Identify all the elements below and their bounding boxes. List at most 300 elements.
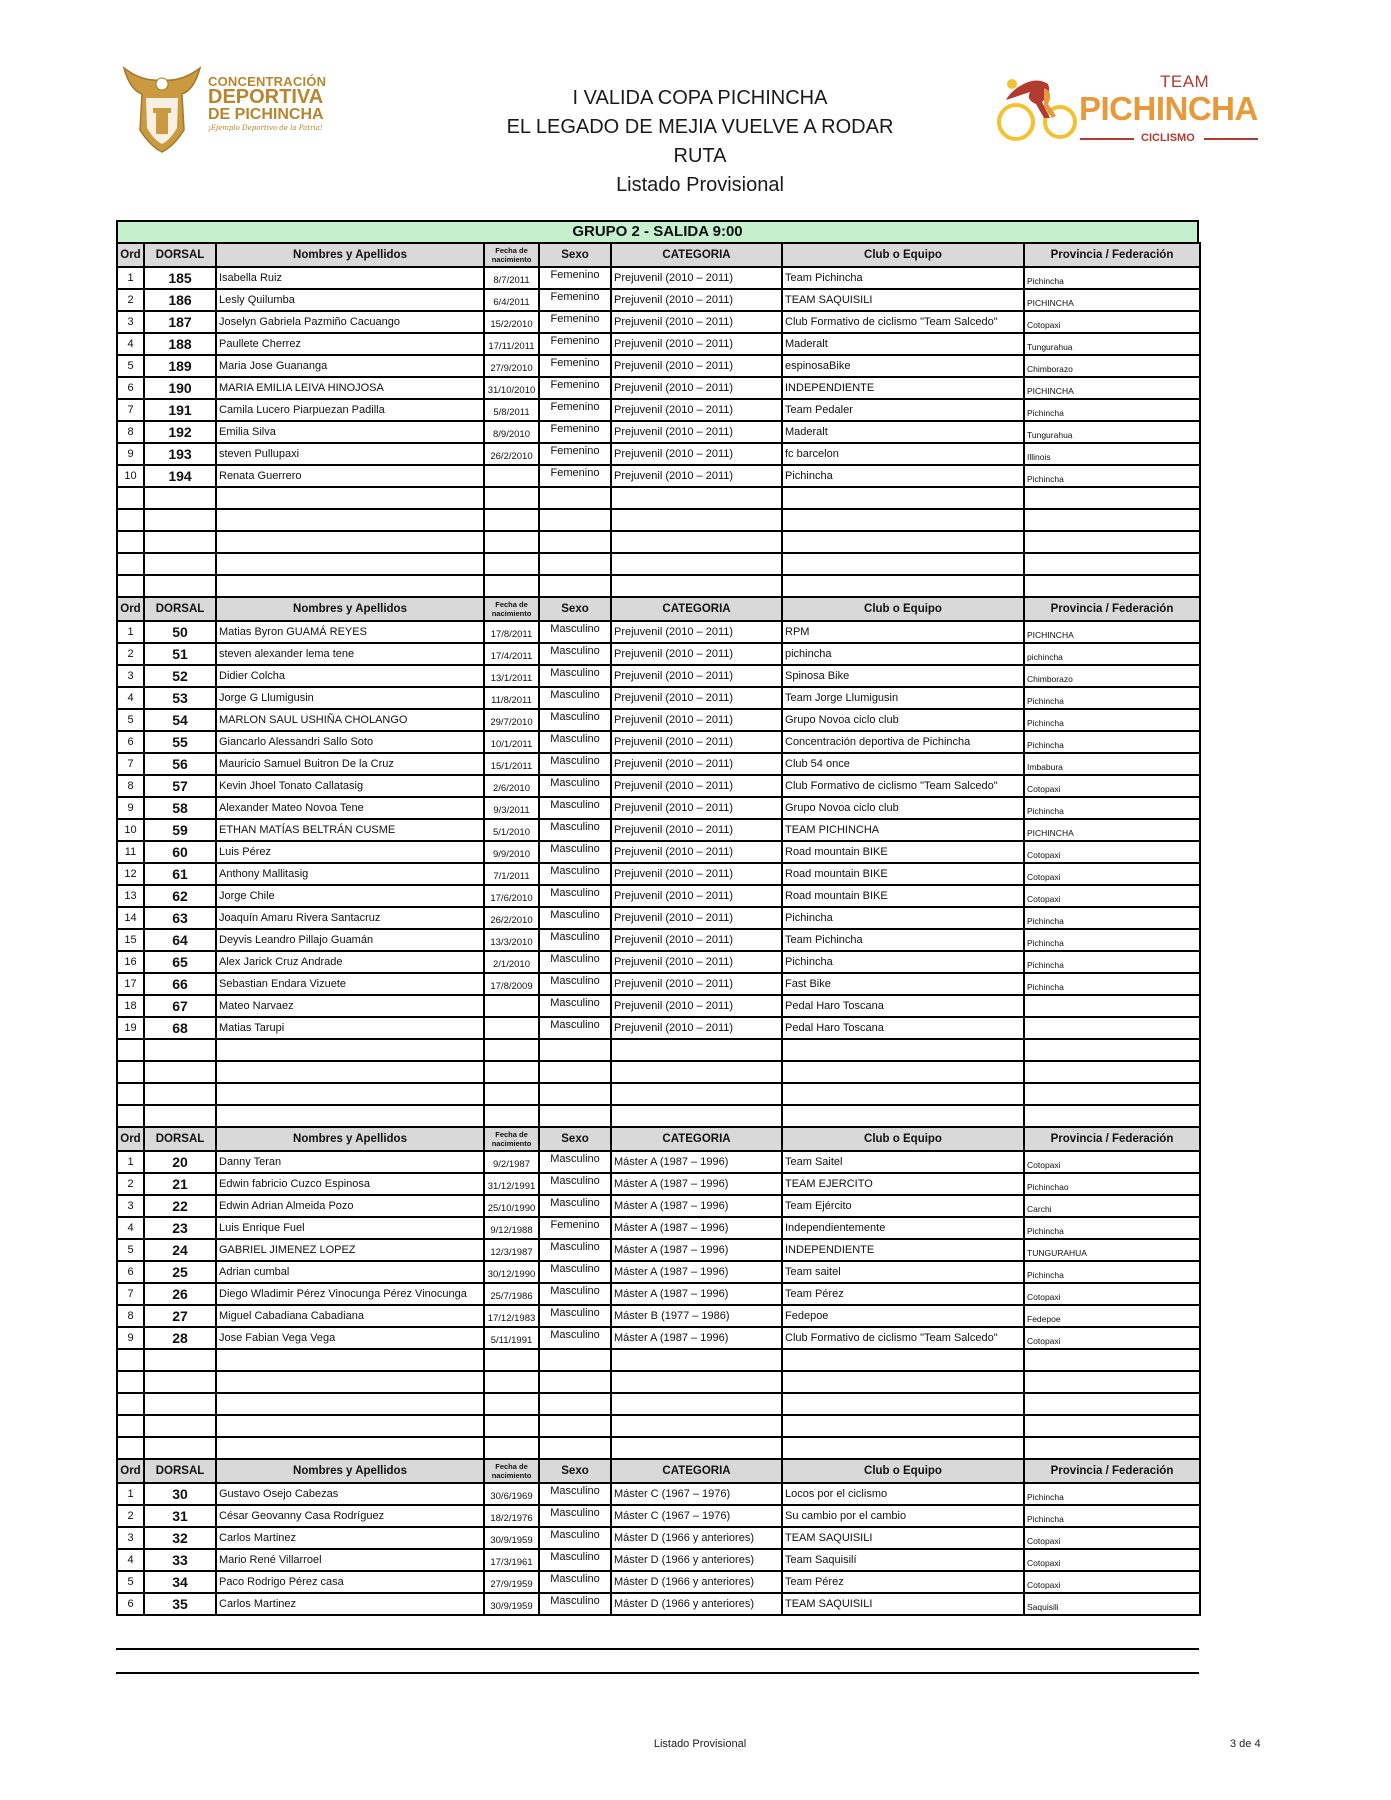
table-row: [117, 1527, 1200, 1549]
empty-cell: [611, 1415, 782, 1437]
empty-cell: [539, 1105, 611, 1127]
ord-cell: 4: [117, 1217, 144, 1239]
logo-left-line3: DE PICHINCHA: [208, 106, 324, 124]
category-cell: Máster D (1966 y anteriores): [611, 1527, 782, 1549]
empty-cell: [611, 1061, 782, 1083]
logo-right-divider-left: [1080, 138, 1134, 140]
empty-cell: [117, 1105, 144, 1127]
dorsal-cell: 26: [144, 1283, 216, 1305]
logo-left-tagline: ¡Ejemplo Deportivo de la Patria!: [208, 123, 323, 132]
category-cell: Prejuvenil (2010 – 2011): [611, 951, 782, 973]
name-cell: Sebastian Endara Vizuete: [216, 973, 484, 995]
empty-cell: [484, 1393, 539, 1415]
empty-cell: [1024, 1415, 1200, 1437]
birthdate-cell: 2/1/2010: [484, 951, 539, 973]
category-cell: Prejuvenil (2010 – 2011): [611, 443, 782, 465]
sex-cell: Masculino: [539, 1549, 611, 1571]
empty-cell: [539, 509, 611, 531]
empty-cell: [1024, 487, 1200, 509]
club-cell: Club Formativo de ciclismo "Team Salcedo": [782, 1327, 1024, 1349]
dorsal-cell: 33: [144, 1549, 216, 1571]
club-cell: INDEPENDIENTE: [782, 1239, 1024, 1261]
category-cell: Prejuvenil (2010 – 2011): [611, 465, 782, 487]
name-cell: Maria Jose Guananga: [216, 355, 484, 377]
table-row: [117, 753, 1200, 775]
province-cell: Pichincha: [1024, 1505, 1200, 1527]
name-cell: Isabella Ruiz: [216, 267, 484, 289]
category-cell: Máster D (1966 y anteriores): [611, 1571, 782, 1593]
empty-cell: [611, 575, 782, 597]
category-cell: Prejuvenil (2010 – 2011): [611, 907, 782, 929]
table-row: [117, 1593, 1200, 1615]
empty-row: [117, 1105, 1200, 1127]
logo-left-line1: CONCENTRACIÓN: [208, 74, 327, 89]
empty-cell: [611, 531, 782, 553]
empty-cell: [611, 1371, 782, 1393]
category-cell: Máster B (1977 – 1986): [611, 1305, 782, 1327]
name-cell: MARLON SAUL USHIÑA CHOLANGO: [216, 709, 484, 731]
sex-cell: Masculino: [539, 1283, 611, 1305]
table-row: [117, 731, 1200, 753]
header-club: Club o Equipo: [782, 1459, 1024, 1483]
ord-cell: 1: [117, 267, 144, 289]
logo-right-team: TEAM: [1160, 72, 1210, 91]
birthdate-cell: 30/6/1969: [484, 1483, 539, 1505]
name-cell: Carlos Martinez: [216, 1593, 484, 1615]
sex-cell: Masculino: [539, 731, 611, 753]
category-cell: Prejuvenil (2010 – 2011): [611, 311, 782, 333]
ord-cell: 5: [117, 1571, 144, 1593]
province-cell: Pichincha: [1024, 709, 1200, 731]
club-cell: Team Pérez: [782, 1571, 1024, 1593]
club-cell: Concentración deportiva de Pichincha: [782, 731, 1024, 753]
header-birthdate: Fecha de nacimiento: [484, 1127, 539, 1151]
header-club: Club o Equipo: [782, 243, 1024, 267]
name-cell: steven alexander lema tene: [216, 643, 484, 665]
province-cell: Cotopaxi: [1024, 841, 1200, 863]
name-cell: Alex Jarick Cruz Andrade: [216, 951, 484, 973]
ord-cell: 16: [117, 951, 144, 973]
sex-cell: Masculino: [539, 797, 611, 819]
club-cell: Team Pérez: [782, 1283, 1024, 1305]
empty-cell: [144, 1415, 216, 1437]
page-number: 3 de 4: [1230, 1738, 1261, 1750]
ord-cell: 5: [117, 709, 144, 731]
sex-cell: Masculino: [539, 929, 611, 951]
sex-cell: Masculino: [539, 1593, 611, 1615]
province-cell: [1024, 995, 1200, 1017]
table-row: [117, 289, 1200, 311]
club-cell: Locos por el ciclismo: [782, 1483, 1024, 1505]
table-row: [117, 863, 1200, 885]
club-cell: Team Pichincha: [782, 267, 1024, 289]
name-cell: Luis Pérez: [216, 841, 484, 863]
dorsal-cell: 62: [144, 885, 216, 907]
birthdate-cell: [484, 465, 539, 487]
empty-cell: [144, 553, 216, 575]
name-cell: Carlos Martinez: [216, 1527, 484, 1549]
category-cell: Prejuvenil (2010 – 2011): [611, 665, 782, 687]
dorsal-cell: 188: [144, 333, 216, 355]
divider-line: [116, 1672, 1199, 1674]
ord-cell: 4: [117, 1549, 144, 1571]
dorsal-cell: 194: [144, 465, 216, 487]
birthdate-cell: 6/4/2011: [484, 289, 539, 311]
province-cell: Saquisili: [1024, 1593, 1200, 1615]
sex-cell: Masculino: [539, 995, 611, 1017]
table-row: [117, 1261, 1200, 1283]
table-row: [117, 443, 1200, 465]
birthdate-cell: [484, 1017, 539, 1039]
header-sex: Sexo: [539, 243, 611, 267]
category-cell: Prejuvenil (2010 – 2011): [611, 797, 782, 819]
empty-cell: [117, 1083, 144, 1105]
province-cell: Cotopaxi: [1024, 885, 1200, 907]
empty-cell: [1024, 1349, 1200, 1371]
name-cell: Joaquín Amaru Rivera Santacruz: [216, 907, 484, 929]
club-cell: Team Saquisilí: [782, 1549, 1024, 1571]
dorsal-cell: 51: [144, 643, 216, 665]
column-header-row: [117, 1459, 1200, 1483]
empty-cell: [117, 1415, 144, 1437]
birthdate-cell: 9/2/1987: [484, 1151, 539, 1173]
dorsal-cell: 58: [144, 797, 216, 819]
sex-cell: Masculino: [539, 863, 611, 885]
empty-cell: [539, 553, 611, 575]
birthdate-cell: 27/9/1959: [484, 1571, 539, 1593]
sex-cell: Femenino: [539, 267, 611, 289]
category-cell: Prejuvenil (2010 – 2011): [611, 643, 782, 665]
name-cell: Mario René Villarroel: [216, 1549, 484, 1571]
club-cell: RPM: [782, 621, 1024, 643]
name-cell: steven Pullupaxi: [216, 443, 484, 465]
category-cell: Máster C (1967 – 1976): [611, 1505, 782, 1527]
club-cell: Pedal Haro Toscana: [782, 1017, 1024, 1039]
birthdate-cell: 29/7/2010: [484, 709, 539, 731]
category-cell: Máster A (1987 – 1996): [611, 1283, 782, 1305]
birthdate-cell: 17/3/1961: [484, 1549, 539, 1571]
club-cell: Team Jorge Llumigusin: [782, 687, 1024, 709]
empty-cell: [782, 487, 1024, 509]
empty-cell: [1024, 1371, 1200, 1393]
category-cell: Prejuvenil (2010 – 2011): [611, 929, 782, 951]
province-cell: Chimborazo: [1024, 355, 1200, 377]
table-row: [117, 643, 1200, 665]
empty-cell: [117, 553, 144, 575]
empty-cell: [144, 1039, 216, 1061]
ord-cell: 14: [117, 907, 144, 929]
header-dorsal: DORSAL: [144, 243, 216, 267]
empty-cell: [539, 1393, 611, 1415]
empty-cell: [117, 575, 144, 597]
club-cell: Pichincha: [782, 907, 1024, 929]
category-cell: Máster A (1987 – 1996): [611, 1151, 782, 1173]
empty-row: [117, 1415, 1200, 1437]
empty-cell: [782, 1061, 1024, 1083]
table-row: [117, 1239, 1200, 1261]
dorsal-cell: 20: [144, 1151, 216, 1173]
birthdate-cell: 2/6/2010: [484, 775, 539, 797]
empty-cell: [144, 487, 216, 509]
registration-sheet: [116, 220, 1199, 1616]
empty-cell: [782, 509, 1024, 531]
empty-cell: [144, 1061, 216, 1083]
birthdate-cell: 17/11/2011: [484, 333, 539, 355]
club-cell: TEAM SAQUISILI: [782, 289, 1024, 311]
birthdate-cell: 7/1/2011: [484, 863, 539, 885]
province-cell: Cotopaxi: [1024, 1549, 1200, 1571]
sex-cell: Masculino: [539, 709, 611, 731]
birthdate-cell: 17/8/2009: [484, 973, 539, 995]
dorsal-cell: 21: [144, 1173, 216, 1195]
province-cell: Cotopaxi: [1024, 311, 1200, 333]
ord-cell: 1: [117, 621, 144, 643]
header-category: CATEGORIA: [611, 243, 782, 267]
club-cell: TEAM SAQUISILI: [782, 1527, 1024, 1549]
header-name: Nombres y Apellidos: [216, 1459, 484, 1483]
empty-cell: [216, 1393, 484, 1415]
empty-cell: [216, 1349, 484, 1371]
empty-cell: [611, 509, 782, 531]
header-sex: Sexo: [539, 1459, 611, 1483]
sex-cell: Masculino: [539, 1505, 611, 1527]
province-cell: Chimborazo: [1024, 665, 1200, 687]
empty-cell: [1024, 1083, 1200, 1105]
empty-cell: [1024, 509, 1200, 531]
birthdate-cell: 8/7/2011: [484, 267, 539, 289]
table-row: [117, 267, 1200, 289]
header-dorsal: DORSAL: [144, 1127, 216, 1151]
name-cell: Alexander Mateo Novoa Tene: [216, 797, 484, 819]
sex-cell: Femenino: [539, 333, 611, 355]
birthdate-cell: [484, 995, 539, 1017]
name-cell: ETHAN MATÍAS BELTRÁN CUSME: [216, 819, 484, 841]
ord-cell: 19: [117, 1017, 144, 1039]
sex-cell: Masculino: [539, 621, 611, 643]
province-cell: Pichincha: [1024, 797, 1200, 819]
category-cell: Prejuvenil (2010 – 2011): [611, 267, 782, 289]
empty-cell: [611, 1437, 782, 1459]
table-row: [117, 1217, 1200, 1239]
ord-cell: 6: [117, 377, 144, 399]
empty-cell: [144, 1083, 216, 1105]
empty-row: [117, 1061, 1200, 1083]
dorsal-cell: 61: [144, 863, 216, 885]
empty-cell: [782, 553, 1024, 575]
birthdate-cell: 5/11/1991: [484, 1327, 539, 1349]
category-cell: Máster A (1987 – 1996): [611, 1239, 782, 1261]
table-row: [117, 355, 1200, 377]
empty-cell: [484, 509, 539, 531]
header-province: Provincia / Federación: [1024, 597, 1200, 621]
empty-cell: [782, 575, 1024, 597]
dorsal-cell: 193: [144, 443, 216, 465]
table-row: [117, 377, 1200, 399]
sex-cell: Masculino: [539, 907, 611, 929]
eagle-shield-icon: [122, 60, 202, 155]
empty-row: [117, 1371, 1200, 1393]
club-cell: Road mountain BIKE: [782, 863, 1024, 885]
header-club: Club o Equipo: [782, 1127, 1024, 1151]
header-birthdate: Fecha de nacimiento: [484, 1459, 539, 1483]
category-cell: Prejuvenil (2010 – 2011): [611, 841, 782, 863]
table-row: [117, 775, 1200, 797]
title-line-3: RUTA: [673, 145, 727, 167]
empty-cell: [216, 1437, 484, 1459]
ord-cell: 9: [117, 1327, 144, 1349]
sex-cell: Masculino: [539, 885, 611, 907]
table-row: [117, 621, 1200, 643]
sex-cell: Femenino: [539, 1217, 611, 1239]
province-cell: pichincha: [1024, 643, 1200, 665]
club-cell: INDEPENDIENTE: [782, 377, 1024, 399]
dorsal-cell: 30: [144, 1483, 216, 1505]
document-title: [480, 84, 920, 200]
province-cell: Cotopaxi: [1024, 775, 1200, 797]
cyclist-icon: [996, 74, 1078, 144]
title-line-4: Listado Provisional: [616, 174, 784, 196]
club-cell: pichincha: [782, 643, 1024, 665]
name-cell: Didier Colcha: [216, 665, 484, 687]
name-cell: Anthony Mallitasig: [216, 863, 484, 885]
ord-cell: 4: [117, 333, 144, 355]
dorsal-cell: 57: [144, 775, 216, 797]
empty-cell: [1024, 553, 1200, 575]
name-cell: Edwin fabricio Cuzco Espinosa: [216, 1173, 484, 1195]
name-cell: Lesly Quilumba: [216, 289, 484, 311]
category-cell: Prejuvenil (2010 – 2011): [611, 995, 782, 1017]
dorsal-cell: 31: [144, 1505, 216, 1527]
ord-cell: 8: [117, 421, 144, 443]
divider-line: [116, 1648, 1199, 1650]
header-sex: Sexo: [539, 597, 611, 621]
table-row: [117, 907, 1200, 929]
empty-cell: [782, 1105, 1024, 1127]
logo-right-divider-right: [1204, 138, 1258, 140]
province-cell: Carchi: [1024, 1195, 1200, 1217]
sex-cell: Masculino: [539, 1195, 611, 1217]
empty-cell: [782, 1437, 1024, 1459]
empty-cell: [117, 1371, 144, 1393]
name-cell: Kevin Jhoel Tonato Callatasig: [216, 775, 484, 797]
province-cell: Pichincha: [1024, 731, 1200, 753]
province-cell: PICHINCHA: [1024, 377, 1200, 399]
empty-row: [117, 531, 1200, 553]
table-row: [117, 951, 1200, 973]
column-header-row: [117, 1127, 1200, 1151]
province-cell: Pichincha: [1024, 267, 1200, 289]
sex-cell: Masculino: [539, 643, 611, 665]
empty-cell: [484, 1039, 539, 1061]
sex-cell: Masculino: [539, 1151, 611, 1173]
province-cell: Tungurahua: [1024, 333, 1200, 355]
province-cell: Cotopaxi: [1024, 1527, 1200, 1549]
name-cell: Luis Enrique Fuel: [216, 1217, 484, 1239]
empty-cell: [484, 487, 539, 509]
club-cell: Club 54 once: [782, 753, 1024, 775]
table-row: [117, 1305, 1200, 1327]
name-cell: Joselyn Gabriela Pazmiño Cacuango: [216, 311, 484, 333]
table-row: [117, 973, 1200, 995]
dorsal-cell: 63: [144, 907, 216, 929]
dorsal-cell: 191: [144, 399, 216, 421]
birthdate-cell: 30/12/1990: [484, 1261, 539, 1283]
ord-cell: 1: [117, 1483, 144, 1505]
table-row: [117, 1151, 1200, 1173]
empty-cell: [484, 575, 539, 597]
name-cell: Jose Fabian Vega Vega: [216, 1327, 484, 1349]
table-row: [117, 399, 1200, 421]
name-cell: Paullete Cherrez: [216, 333, 484, 355]
club-cell: Team Saitel: [782, 1151, 1024, 1173]
dorsal-cell: 35: [144, 1593, 216, 1615]
empty-cell: [144, 1393, 216, 1415]
concentracion-deportiva-logo: [122, 60, 327, 155]
header-province: Provincia / Federación: [1024, 1127, 1200, 1151]
empty-cell: [117, 1061, 144, 1083]
birthdate-cell: 9/3/2011: [484, 797, 539, 819]
table-row: [117, 1017, 1200, 1039]
ord-cell: 2: [117, 643, 144, 665]
province-cell: Pichincha: [1024, 951, 1200, 973]
table-row: [117, 333, 1200, 355]
empty-row: [117, 509, 1200, 531]
empty-cell: [216, 1371, 484, 1393]
table-row: [117, 687, 1200, 709]
empty-cell: [539, 1371, 611, 1393]
club-cell: espinosaBike: [782, 355, 1024, 377]
sex-cell: Masculino: [539, 1527, 611, 1549]
dorsal-cell: 185: [144, 267, 216, 289]
category-cell: Prejuvenil (2010 – 2011): [611, 687, 782, 709]
empty-cell: [611, 1039, 782, 1061]
name-cell: Emilia Silva: [216, 421, 484, 443]
sex-cell: Masculino: [539, 687, 611, 709]
dorsal-cell: 60: [144, 841, 216, 863]
sex-cell: Masculino: [539, 951, 611, 973]
empty-row: [117, 487, 1200, 509]
empty-cell: [117, 1039, 144, 1061]
empty-cell: [611, 1105, 782, 1127]
logo-left-line2: DEPORTIVA: [208, 86, 324, 109]
birthdate-cell: 31/10/2010: [484, 377, 539, 399]
ord-cell: 6: [117, 731, 144, 753]
name-cell: Mateo Narvaez: [216, 995, 484, 1017]
province-cell: PICHINCHA: [1024, 621, 1200, 643]
category-cell: Máster D (1966 y anteriores): [611, 1549, 782, 1571]
dorsal-cell: 24: [144, 1239, 216, 1261]
title-line-2: EL LEGADO DE MEJIA VUELVE A RODAR: [506, 116, 894, 138]
name-cell: Diego Wladimir Pérez Vinocunga Pérez Vinocunga: [216, 1283, 484, 1305]
table-row: [117, 841, 1200, 863]
ord-cell: 10: [117, 819, 144, 841]
province-cell: PICHINCHA: [1024, 819, 1200, 841]
header-name: Nombres y Apellidos: [216, 597, 484, 621]
empty-cell: [117, 1349, 144, 1371]
header-birthdate: Fecha de nacimiento: [484, 243, 539, 267]
province-cell: Pichincha: [1024, 687, 1200, 709]
empty-cell: [611, 1083, 782, 1105]
empty-cell: [484, 553, 539, 575]
dorsal-cell: 66: [144, 973, 216, 995]
name-cell: Deyvis Leandro Pillajo Guamán: [216, 929, 484, 951]
empty-cell: [144, 1371, 216, 1393]
dorsal-cell: 190: [144, 377, 216, 399]
ord-cell: 2: [117, 289, 144, 311]
column-header-row: [117, 597, 1200, 621]
dorsal-cell: 55: [144, 731, 216, 753]
sex-cell: Masculino: [539, 819, 611, 841]
